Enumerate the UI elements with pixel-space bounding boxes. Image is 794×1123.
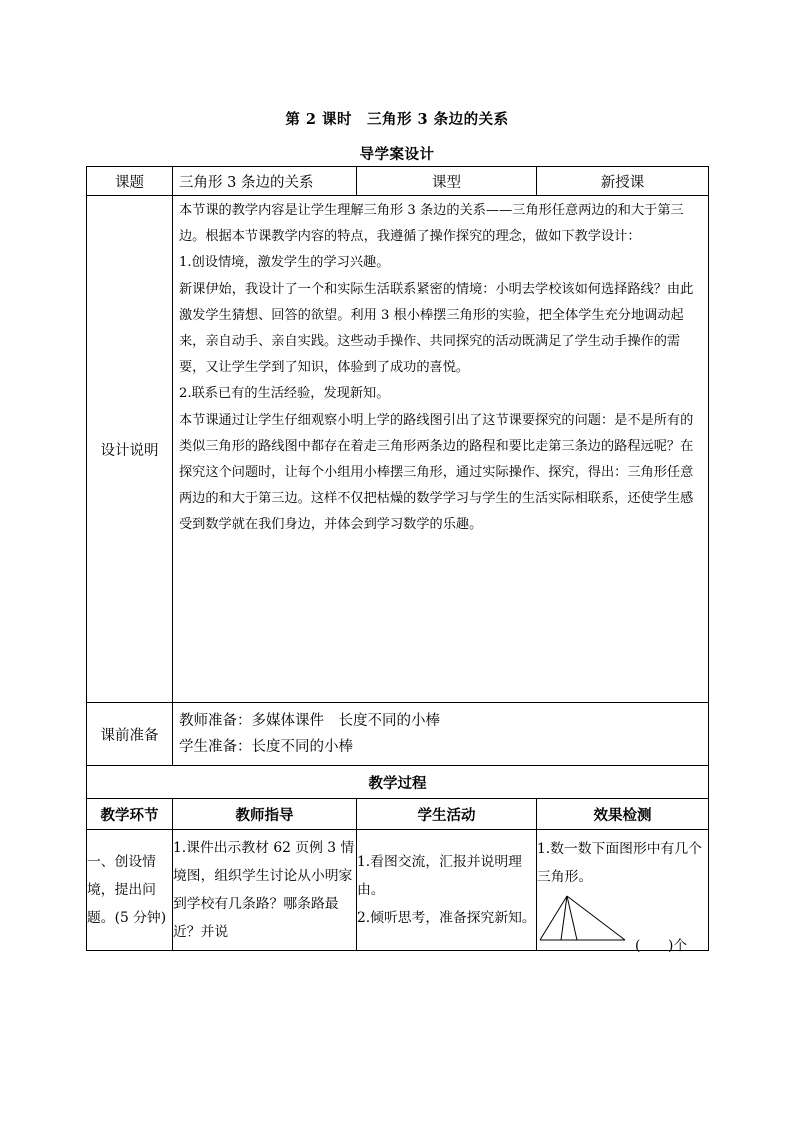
stage1-student [357,830,537,951]
process-header-row [87,799,709,830]
header-check: 效果检测 [537,799,709,830]
document-title: 第 2 课时 三角形 3 条边的关系 [285,111,509,128]
topic-row [87,167,709,196]
lesson-plan-table [86,166,709,954]
check-question: 1.数一数下面图形中有几个三角形。 [537,841,702,885]
document-subtitle: 导学案设计 [359,146,435,163]
prep-label: 课前准备 [87,703,173,766]
teacher-prep: 教师准备：多媒体课件 长度不同的小棒 [179,713,440,729]
stage1-stage: 一、创设情境，提出问题。(5 分钟) [87,830,173,951]
answer-blank[interactable]: ( )个 [635,938,688,954]
design-paragraph: 本节课的教学内容是让学生理解三角形 3 条边的关系——三角形任意两边的和大于第三边。根据本节课教学内容的特点，我遵循了操作探究的理念，做如下教学设计： [179,203,684,245]
process-title: 教学过程 [87,766,709,799]
stage1-check [537,830,709,954]
stage1-row [87,830,709,951]
design-paragraph: 本节课通过让学生仔细观察小明上学的路线图引出了这节课要探究的问题：是不是所有的类似三角形的路线图中都存在着走三角形两条边的路程和要比走第三条边的路程远呢？在探究这个问题时，让每个小组用小棒摆三角形，通过实际操作、探究，得出：三角形任意两边的和大于第三边。这样不仅把枯燥的数学学习与学生的生活实际相联系，还使学生感受到数学就在我们身边，并体会到学习数学的乐趣。 [179,412,694,533]
triangle-left-side [540,896,567,940]
triangle-inner-line-1 [561,896,567,940]
header-student: 学生活动 [357,799,537,830]
topic-value: 三角形 3 条边的关系 [173,167,357,196]
design-row [87,196,709,703]
student-activity-1: 1.看图交流，汇报并说明理由。 [357,854,522,898]
student-prep: 学生准备：长度不同的小棒 [179,739,353,755]
student-activity-2: 2.倾听思考，准备探究新知。 [357,910,536,926]
design-paragraph: 新课伊始，我设计了一个和实际生活联系紧密的情境：小明去学校该如何选择路线？由此激发学生猜想、回答的欲望。利用 3 根小棒摆三角形的实验，把全体学生充分地调动起来，亲自动手、亲自实践。这些动手操作、共同探究的活动既满足了学生动手操作的需要，又让学生学到了知识，体验到了成功的喜悦。 [179,281,694,376]
design-paragraph: 1.创设情境，激发学生的学习兴趣。 [179,255,390,271]
topic-label: 课题 [87,167,173,196]
header-teacher: 教师指导 [173,799,357,830]
type-value: 新授课 [537,167,709,196]
type-label: 课型 [357,167,537,196]
prep-row [87,703,709,766]
triangle-figure-icon [537,893,637,945]
design-paragraph: 2.联系已有的生活经验，发现新知。 [179,386,390,402]
design-label: 设计说明 [87,196,173,703]
stage1-teacher: 1.课件出示教材 62 页例 3 情境图，组织学生讨论从小明家到学校有几条路？哪条路最近？并说 [173,830,357,951]
prep-content [173,703,709,766]
header-stage: 教学环节 [87,799,173,830]
process-title-row [87,766,709,799]
design-content [173,196,709,703]
